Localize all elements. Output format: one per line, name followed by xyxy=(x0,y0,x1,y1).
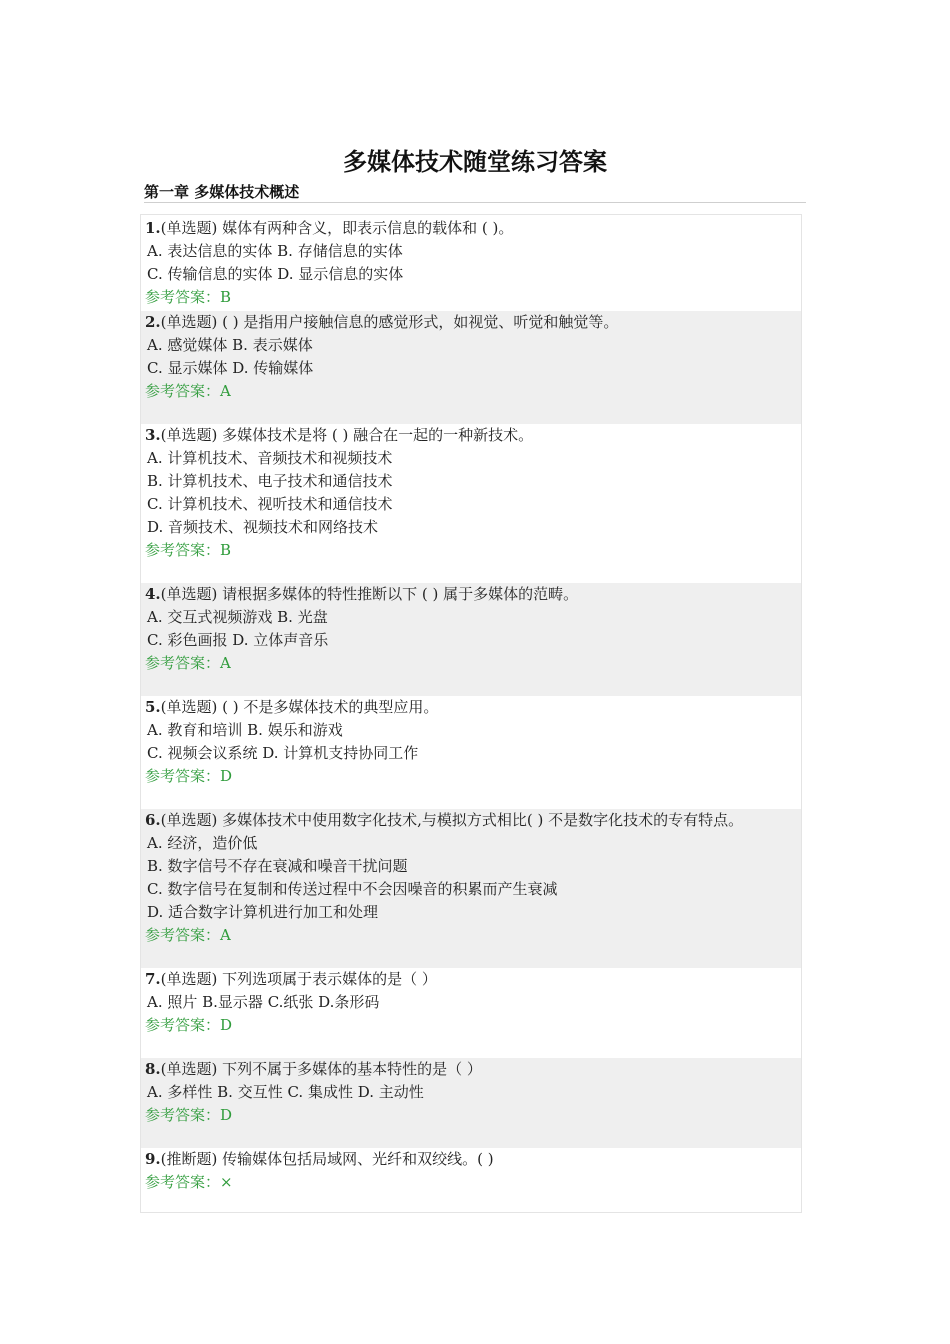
answer-value: B xyxy=(220,288,232,306)
question-stem: 下列选项属于表示媒体的是（ ） xyxy=(217,970,437,988)
question-item xyxy=(141,424,801,583)
option-line: A. 感觉媒体 B. 表示媒体 xyxy=(147,336,313,354)
answer-label: 参考答案： xyxy=(145,382,221,400)
option-line: A. 经济，造价低 xyxy=(147,834,258,852)
question-text xyxy=(145,311,801,334)
question-stem: 传输媒体包括局域网、光纤和双绞线。( ) xyxy=(217,1150,494,1168)
answer-value: × xyxy=(220,1173,233,1191)
question-type: (单选题) xyxy=(160,313,218,331)
question-number: 7. xyxy=(145,970,161,988)
question-item xyxy=(141,217,801,311)
question-item xyxy=(141,809,801,968)
question-stem: ( ) 是指用户接触信息的感觉形式，如视觉、听觉和触觉等。 xyxy=(217,313,619,331)
question-text xyxy=(145,809,801,832)
reference-answer xyxy=(145,380,801,403)
question-stem: 下列不属于多媒体的基本特性的是（ ） xyxy=(217,1060,482,1078)
question-type: (单选题) xyxy=(160,811,218,829)
question-number: 3. xyxy=(145,426,161,444)
answer-label: 参考答案： xyxy=(145,1173,221,1191)
question-type: (单选题) xyxy=(160,219,218,237)
reference-answer xyxy=(145,539,801,562)
option-line: C. 传输信息的实体 D. 显示信息的实体 xyxy=(147,265,404,283)
question-item xyxy=(141,696,801,809)
question-item xyxy=(141,1148,801,1212)
option-line: C. 计算机技术、视听技术和通信技术 xyxy=(147,495,393,513)
question-number: 1. xyxy=(145,219,161,237)
option-line: D. 音频技术、视频技术和网络技术 xyxy=(147,518,379,536)
option-line: B. 计算机技术、电子技术和通信技术 xyxy=(147,472,393,490)
question-stem: 媒体有两种含义，即表示信息的载体和 ( )。 xyxy=(217,219,514,237)
question-text xyxy=(145,583,801,606)
answer-value: B xyxy=(220,541,232,559)
question-text xyxy=(145,424,801,447)
answer-label: 参考答案： xyxy=(145,288,221,306)
answer-label: 参考答案： xyxy=(145,654,221,672)
question-number: 2. xyxy=(145,313,161,331)
question-text xyxy=(145,968,801,991)
question-number: 5. xyxy=(145,698,161,716)
question-type: (单选题) xyxy=(160,698,218,716)
answer-label: 参考答案： xyxy=(145,1016,221,1034)
answer-value: D xyxy=(220,1016,233,1034)
option-line: A. 交互式视频游戏 B. 光盘 xyxy=(147,608,328,626)
chapter-heading: 第一章 多媒体技术概述 xyxy=(144,182,806,203)
option-line: A. 教育和培训 B. 娱乐和游戏 xyxy=(147,721,343,739)
option-line: C. 数字信号在复制和传送过程中不会因噪音的积累而产生衰减 xyxy=(147,880,558,898)
question-type: (单选题) xyxy=(160,970,218,988)
reference-answer xyxy=(145,286,801,309)
option-line: C. 彩色画报 D. 立体声音乐 xyxy=(147,631,329,649)
question-item xyxy=(141,968,801,1058)
question-number: 9. xyxy=(145,1150,161,1168)
option-line: C. 显示媒体 D. 传输媒体 xyxy=(147,359,314,377)
question-number: 6. xyxy=(145,811,161,829)
reference-answer xyxy=(145,652,801,675)
question-text xyxy=(145,1058,801,1081)
answer-value: D xyxy=(220,1106,233,1124)
option-line: B. 数字信号不存在衰减和噪音干扰问题 xyxy=(147,857,408,875)
reference-answer xyxy=(145,1171,801,1194)
reference-answer xyxy=(145,924,801,947)
question-list xyxy=(140,214,802,1213)
question-number: 4. xyxy=(145,585,161,603)
question-stem: ( ) 不是多媒体技术的典型应用。 xyxy=(217,698,439,716)
question-item xyxy=(141,583,801,696)
option-line: C. 视频会议系统 D. 计算机支持协同工作 xyxy=(147,744,419,762)
question-item xyxy=(141,311,801,424)
answer-value: A xyxy=(220,382,231,400)
question-type: (推断题) xyxy=(160,1150,218,1168)
option-line: A. 表达信息的实体 B. 存储信息的实体 xyxy=(147,242,403,260)
reference-answer xyxy=(145,765,801,788)
question-type: (单选题) xyxy=(160,426,218,444)
question-text xyxy=(145,696,801,719)
answer-value: A xyxy=(220,654,231,672)
question-stem: 多媒体技术是将 ( ) 融合在一起的一种新技术。 xyxy=(217,426,534,444)
page-title: 多媒体技术随堂练习答案 xyxy=(343,148,607,176)
option-line: A. 计算机技术、音频技术和视频技术 xyxy=(147,449,393,467)
question-text xyxy=(145,217,801,240)
question-item xyxy=(141,1058,801,1148)
question-type: (单选题) xyxy=(160,1060,218,1078)
question-stem: 多媒体技术中使用数字化技术,与模拟方式相比( ) 不是数字化技术的专有特点。 xyxy=(217,811,744,829)
option-line: A. 多样性 B. 交互性 C. 集成性 D. 主动性 xyxy=(147,1083,424,1101)
answer-label: 参考答案： xyxy=(145,767,221,785)
answer-value: D xyxy=(220,767,233,785)
answer-label: 参考答案： xyxy=(145,1106,221,1124)
reference-answer xyxy=(145,1014,801,1037)
answer-label: 参考答案： xyxy=(145,926,221,944)
reference-answer xyxy=(145,1104,801,1127)
question-number: 8. xyxy=(145,1060,161,1078)
question-stem: 请根据多媒体的特性推断以下 ( ) 属于多媒体的范畴。 xyxy=(217,585,579,603)
question-type: (单选题) xyxy=(160,585,218,603)
answer-value: A xyxy=(220,926,231,944)
question-text xyxy=(145,1148,801,1171)
answer-label: 参考答案： xyxy=(145,541,221,559)
option-line: A. 照片 B.显示器 C.纸张 D.条形码 xyxy=(147,993,380,1011)
option-line: D. 适合数字计算机进行加工和处理 xyxy=(147,903,379,921)
